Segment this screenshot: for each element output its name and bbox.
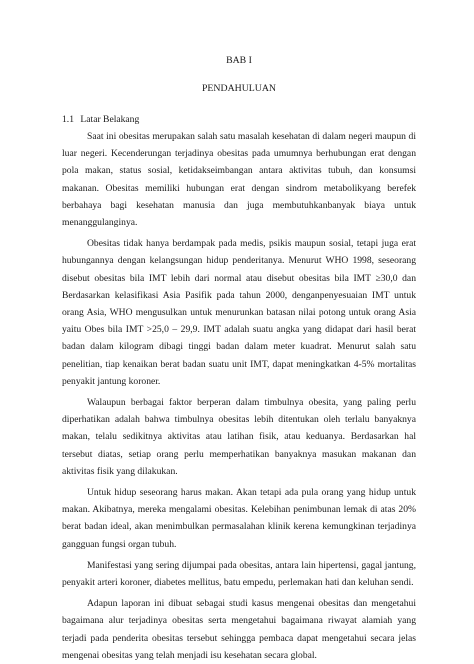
- chapter-label: BAB I: [226, 55, 252, 66]
- paragraph: Saat ini obesitas merupakan salah satu masalah kesehatan di dalam negeri maupun di luar negeri. Kecenderungan terjadinya obesitas pada umumnya berhubungan erat dengan pola makan, status sosial, ketidakseimbangan antara aktivitas tubuh, dan konsumsi makanan. Obesitas memiliki hubungan erat dengan sindrom metabolikyang berefek berbahaya bagi kesehatan manusia dan juga membutuhkanbanyak biaya untuk menanggulanginya.: [62, 131, 416, 229]
- paragraph: Walaupun berbagai faktor berperan dalam timbulnya obesita, yang paling perlu diperhatikan adalah bahwa timbulnya obesitas lebih ditentukan oleh terlalu banyaknya makan, telalu sedikitnya aktivitas atau latihan fisik, atau keduanya. Berdasarkan hal tersebut diatas, setiap orang perlu memperhatikan banyaknya masukan makanan dan aktivitas fisik yang dilakukan.: [62, 397, 416, 477]
- paragraph: Obesitas tidak hanya berdampak pada medis, psikis maupun sosial, tetapi juga erat hubungannya dengan kelangsungan hidup penderitanya. Menurut WHO 1998, seseorang disebut obesitas bila IMT lebih dari normal atau disebut obesitas bila IMT ≥30,0 dan Berdasarkan kelasifikasi Asia Pasifik pada tahun 2000, denganpenyesuaian IMT untuk orang Asia, WHO mengusulkan untuk menurunkan batasan nilai potong untuk orang Asia yaitu Obes bila IMT >25,0 – 29,9. IMT adalah suatu angka yang didapat dari hasil berat badan dalam kilogram dibagi tinggi badan dalam meter kuadrat. Menurut salah satu penelitian, tiap kenaikan berat badan suatu unit IMT, dapat meningkatkan 4-5% mortalitas penyakit jantung koroner.: [62, 238, 416, 387]
- paragraph: Adapun laporan ini dibuat sebagai studi kasus mengenai obesitas dan mengetahui bagaimana alur terjadinya obesitas serta mengetahui bagaimana riwayat alamiah yang terjadi pada penderita obesitas tersebut sehingga pembaca dapat mengetahui secara jelas mengenai obesitas yang telah menjadi isu kesehatan secara global.: [62, 598, 416, 661]
- section-number: 1.1: [62, 114, 74, 125]
- paragraph: Untuk hidup seseorang harus makan. Akan tetapi ada pula orang yang hidup untuk makan. Akibatnya, mereka mengalami obesitas. Kelebihan penimbunan lemak di atas 20% berat badan ideal, akan menimbulkan permasalahan klinik kerena kemungkinan terjadinya gangguan fungsi organ tubuh.: [62, 487, 416, 550]
- section-title: Latar Belakang: [80, 114, 140, 125]
- chapter-title: PENDAHULUAN: [201, 83, 277, 94]
- section-heading: [62, 111, 416, 128]
- paragraph: Manifestasi yang sering dijumpai pada obesitas, antara lain hipertensi, gagal jantung, penyakit arteri koroner, diabetes mellitus, batu empedu, perlemakan hati dan keluhan sendi.: [62, 559, 416, 589]
